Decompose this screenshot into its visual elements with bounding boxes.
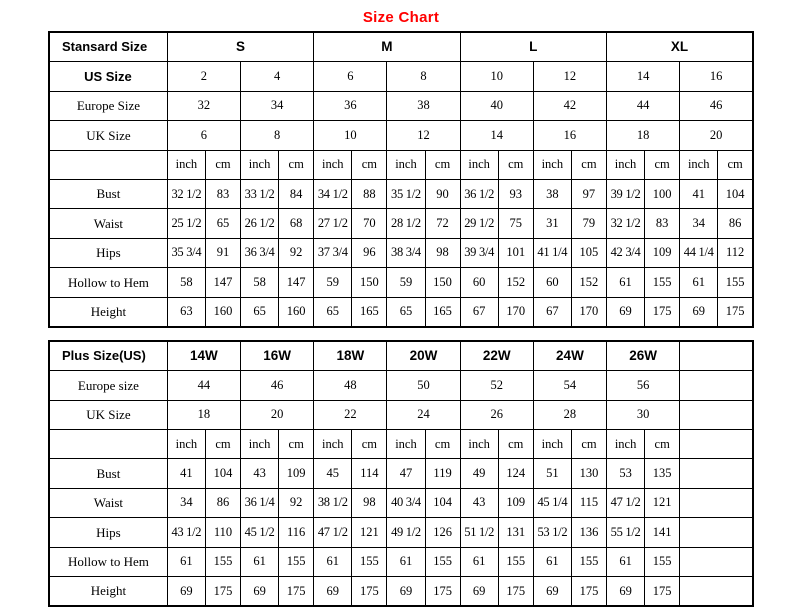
cell: 58 xyxy=(241,268,279,297)
cell: 10 xyxy=(314,121,387,150)
cell: 31 xyxy=(533,209,571,238)
empty-cell xyxy=(680,518,753,547)
cell: 34 xyxy=(241,91,314,120)
group-header-26w: 26W xyxy=(607,341,680,371)
cell: 130 xyxy=(571,459,606,488)
table-row xyxy=(49,179,753,208)
cell: 147 xyxy=(205,268,240,297)
cell: 88 xyxy=(352,179,387,208)
cell: 135 xyxy=(645,459,680,488)
cell: 60 xyxy=(460,268,498,297)
cell: 175 xyxy=(718,297,753,327)
cell: 98 xyxy=(352,488,387,517)
cell: 34 xyxy=(680,209,718,238)
cell: 121 xyxy=(352,518,387,547)
table-row xyxy=(49,209,753,238)
cell: 65 xyxy=(387,297,425,327)
table-row-header xyxy=(49,341,753,371)
group-header-22w: 22W xyxy=(460,341,533,371)
unit-cell: cm xyxy=(645,150,680,179)
cell: 79 xyxy=(571,209,606,238)
unit-cell: inch xyxy=(241,150,279,179)
row-label-europe-size: Europe Size xyxy=(49,91,167,120)
cell: 126 xyxy=(425,518,460,547)
cell: 20 xyxy=(680,121,753,150)
cell: 115 xyxy=(571,488,606,517)
unit-cell: inch xyxy=(533,150,571,179)
cell: 60 xyxy=(533,268,571,297)
cell: 86 xyxy=(205,488,240,517)
cell: 61 xyxy=(167,547,205,576)
cell: 147 xyxy=(279,268,314,297)
unit-cell: inch xyxy=(167,150,205,179)
table-row xyxy=(49,400,753,429)
cell: 35 1/2 xyxy=(387,179,425,208)
cell: 150 xyxy=(425,268,460,297)
cell: 104 xyxy=(425,488,460,517)
cell: 175 xyxy=(279,577,314,607)
cell: 36 1/4 xyxy=(241,488,279,517)
cell: 96 xyxy=(352,238,387,267)
cell: 24 xyxy=(387,400,460,429)
row-label-bust: Bust xyxy=(49,459,167,488)
unit-cell: cm xyxy=(352,430,387,459)
group-header-s: S xyxy=(167,32,313,62)
cell: 175 xyxy=(571,577,606,607)
cell: 38 3/4 xyxy=(387,238,425,267)
table-row-units xyxy=(49,430,753,459)
cell: 34 xyxy=(167,488,205,517)
cell: 92 xyxy=(279,488,314,517)
empty-cell xyxy=(680,459,753,488)
cell: 175 xyxy=(498,577,533,607)
cell: 16 xyxy=(680,62,753,91)
cell: 155 xyxy=(571,547,606,576)
cell: 150 xyxy=(352,268,387,297)
cell: 136 xyxy=(571,518,606,547)
unit-cell: cm xyxy=(498,430,533,459)
cell: 12 xyxy=(533,62,606,91)
cell: 69 xyxy=(460,577,498,607)
empty-cell xyxy=(680,371,753,400)
cell: 104 xyxy=(718,179,753,208)
cell: 69 xyxy=(314,577,352,607)
cell: 14 xyxy=(460,121,533,150)
cell: 41 xyxy=(167,459,205,488)
cell: 93 xyxy=(498,179,533,208)
cell: 14 xyxy=(606,62,679,91)
unit-cell: inch xyxy=(387,150,425,179)
cell: 69 xyxy=(387,577,425,607)
cell: 69 xyxy=(607,577,645,607)
unit-cell: cm xyxy=(571,430,606,459)
cell: 39 3/4 xyxy=(460,238,498,267)
unit-cell: cm xyxy=(571,150,606,179)
cell: 155 xyxy=(718,268,753,297)
cell: 90 xyxy=(425,179,460,208)
cell: 124 xyxy=(498,459,533,488)
cell: 36 xyxy=(314,91,387,120)
cell: 160 xyxy=(279,297,314,327)
cell: 28 xyxy=(533,400,606,429)
row-label-height: Height xyxy=(49,577,167,607)
cell: 155 xyxy=(279,547,314,576)
cell: 92 xyxy=(279,238,314,267)
row-label-hips: Hips xyxy=(49,238,167,267)
cell: 51 xyxy=(533,459,571,488)
unit-cell: inch xyxy=(606,150,644,179)
cell: 65 xyxy=(314,297,352,327)
empty-cell xyxy=(680,341,753,371)
unit-cell: inch xyxy=(241,430,279,459)
table-row xyxy=(49,62,753,91)
cell: 83 xyxy=(205,179,240,208)
plus-table-body xyxy=(49,341,753,607)
standard-table-body xyxy=(49,32,753,327)
cell: 65 xyxy=(241,297,279,327)
unit-cell: inch xyxy=(460,430,498,459)
cell: 61 xyxy=(314,547,352,576)
cell: 32 1/2 xyxy=(606,209,644,238)
cell: 175 xyxy=(645,577,680,607)
cell: 46 xyxy=(241,371,314,400)
cell: 67 xyxy=(533,297,571,327)
table-row xyxy=(49,91,753,120)
table-row xyxy=(49,547,753,576)
cell: 61 xyxy=(680,268,718,297)
cell: 83 xyxy=(645,209,680,238)
table-row xyxy=(49,577,753,607)
cell: 112 xyxy=(718,238,753,267)
cell: 52 xyxy=(460,371,533,400)
cell: 39 1/2 xyxy=(606,179,644,208)
group-header-20w: 20W xyxy=(387,341,460,371)
row-label-waist: Waist xyxy=(49,209,167,238)
unit-cell: cm xyxy=(205,430,240,459)
cell: 27 1/2 xyxy=(314,209,352,238)
cell: 69 xyxy=(606,297,644,327)
cell: 141 xyxy=(645,518,680,547)
cell: 38 xyxy=(387,91,460,120)
cell: 41 xyxy=(680,179,718,208)
group-header-xl: XL xyxy=(606,32,753,62)
cell: 68 xyxy=(279,209,314,238)
cell: 38 1/2 xyxy=(314,488,352,517)
table-row xyxy=(49,459,753,488)
cell: 165 xyxy=(352,297,387,327)
row-label-uk-size: UK Size xyxy=(49,400,167,429)
cell: 84 xyxy=(279,179,314,208)
cell: 155 xyxy=(205,547,240,576)
cell: 54 xyxy=(533,371,606,400)
cell: 69 xyxy=(241,577,279,607)
table-row xyxy=(49,297,753,327)
unit-cell: inch xyxy=(607,430,645,459)
cell: 63 xyxy=(167,297,205,327)
cell: 170 xyxy=(571,297,606,327)
row-label-empty xyxy=(49,150,167,179)
row-label-europe-size: Europe size xyxy=(49,371,167,400)
cell: 16 xyxy=(533,121,606,150)
unit-cell: inch xyxy=(533,430,571,459)
cell: 175 xyxy=(645,297,680,327)
cell: 56 xyxy=(607,371,680,400)
empty-cell xyxy=(680,400,753,429)
group-header-24w: 24W xyxy=(533,341,606,371)
cell: 155 xyxy=(645,268,680,297)
cell: 42 xyxy=(533,91,606,120)
cell: 53 1/2 xyxy=(533,518,571,547)
cell: 12 xyxy=(387,121,460,150)
plus-size-table xyxy=(48,340,754,608)
unit-cell: cm xyxy=(645,430,680,459)
cell: 32 xyxy=(167,91,240,120)
cell: 47 1/2 xyxy=(607,488,645,517)
cell: 61 xyxy=(533,547,571,576)
unit-cell: inch xyxy=(387,430,425,459)
unit-cell: inch xyxy=(460,150,498,179)
cell: 8 xyxy=(241,121,314,150)
cell: 61 xyxy=(387,547,425,576)
row-label-us-size: US Size xyxy=(49,62,167,91)
cell: 22 xyxy=(314,400,387,429)
cell: 6 xyxy=(167,121,240,150)
cell: 59 xyxy=(314,268,352,297)
cell: 26 1/2 xyxy=(241,209,279,238)
cell: 61 xyxy=(241,547,279,576)
unit-cell: inch xyxy=(314,150,352,179)
cell: 18 xyxy=(167,400,240,429)
empty-cell xyxy=(680,488,753,517)
cell: 61 xyxy=(606,268,644,297)
row-label-empty xyxy=(49,430,167,459)
cell: 109 xyxy=(645,238,680,267)
table-row xyxy=(49,238,753,267)
cell: 51 1/2 xyxy=(460,518,498,547)
row-label-uk-size: UK Size xyxy=(49,121,167,150)
cell: 91 xyxy=(205,238,240,267)
table-row xyxy=(49,268,753,297)
unit-cell: cm xyxy=(279,150,314,179)
cell: 152 xyxy=(498,268,533,297)
cell: 40 xyxy=(460,91,533,120)
row-label-hollow-to-hem: Hollow to Hem xyxy=(49,547,167,576)
cell: 20 xyxy=(241,400,314,429)
cell: 67 xyxy=(460,297,498,327)
cell: 44 xyxy=(167,371,240,400)
cell: 61 xyxy=(607,547,645,576)
cell: 160 xyxy=(205,297,240,327)
table-spacer xyxy=(0,328,802,340)
group-header-l: L xyxy=(460,32,606,62)
plus-size-table-wrap xyxy=(0,340,802,608)
unit-cell: cm xyxy=(498,150,533,179)
cell: 70 xyxy=(352,209,387,238)
cell: 34 1/2 xyxy=(314,179,352,208)
cell: 38 xyxy=(533,179,571,208)
cell: 46 xyxy=(680,91,753,120)
cell: 10 xyxy=(460,62,533,91)
group-header-18w: 18W xyxy=(314,341,387,371)
cell: 36 1/2 xyxy=(460,179,498,208)
cell: 175 xyxy=(205,577,240,607)
cell: 45 1/2 xyxy=(241,518,279,547)
cell: 6 xyxy=(314,62,387,91)
cell: 104 xyxy=(205,459,240,488)
cell: 49 1/2 xyxy=(387,518,425,547)
cell: 101 xyxy=(498,238,533,267)
group-header-16w: 16W xyxy=(241,341,314,371)
cell: 109 xyxy=(279,459,314,488)
cell: 170 xyxy=(498,297,533,327)
cell: 44 1/4 xyxy=(680,238,718,267)
cell: 175 xyxy=(352,577,387,607)
cell: 47 1/2 xyxy=(314,518,352,547)
unit-cell: inch xyxy=(167,430,205,459)
row-label-waist: Waist xyxy=(49,488,167,517)
cell: 41 1/4 xyxy=(533,238,571,267)
row-label-height: Height xyxy=(49,297,167,327)
cell: 53 xyxy=(607,459,645,488)
cell: 40 3/4 xyxy=(387,488,425,517)
cell: 32 1/2 xyxy=(167,179,205,208)
cell: 35 3/4 xyxy=(167,238,205,267)
cell: 121 xyxy=(645,488,680,517)
cell: 114 xyxy=(352,459,387,488)
cell: 131 xyxy=(498,518,533,547)
cell: 26 xyxy=(460,400,533,429)
cell: 33 1/2 xyxy=(241,179,279,208)
cell: 50 xyxy=(387,371,460,400)
cell: 30 xyxy=(607,400,680,429)
cell: 98 xyxy=(425,238,460,267)
cell: 4 xyxy=(241,62,314,91)
table-row xyxy=(49,371,753,400)
cell: 29 1/2 xyxy=(460,209,498,238)
unit-cell: cm xyxy=(279,430,314,459)
cell: 45 1/4 xyxy=(533,488,571,517)
cell: 49 xyxy=(460,459,498,488)
table-row xyxy=(49,518,753,547)
cell: 8 xyxy=(387,62,460,91)
cell: 75 xyxy=(498,209,533,238)
empty-cell xyxy=(680,430,753,459)
plus-corner-label: Plus Size(US) xyxy=(49,341,167,371)
cell: 43 1/2 xyxy=(167,518,205,547)
cell: 37 3/4 xyxy=(314,238,352,267)
cell: 28 1/2 xyxy=(387,209,425,238)
table-row-header xyxy=(49,32,753,62)
unit-cell: inch xyxy=(680,150,718,179)
row-label-hips: Hips xyxy=(49,518,167,547)
unit-cell: cm xyxy=(205,150,240,179)
cell: 109 xyxy=(498,488,533,517)
cell: 43 xyxy=(460,488,498,517)
unit-cell: cm xyxy=(352,150,387,179)
table-row xyxy=(49,121,753,150)
cell: 116 xyxy=(279,518,314,547)
table-row xyxy=(49,488,753,517)
cell: 42 3/4 xyxy=(606,238,644,267)
group-header-m: M xyxy=(314,32,460,62)
unit-cell: inch xyxy=(314,430,352,459)
cell: 44 xyxy=(606,91,679,120)
unit-cell: cm xyxy=(718,150,753,179)
group-header-14w: 14W xyxy=(167,341,240,371)
cell: 36 3/4 xyxy=(241,238,279,267)
cell: 18 xyxy=(606,121,679,150)
cell: 86 xyxy=(718,209,753,238)
empty-cell xyxy=(680,547,753,576)
cell: 45 xyxy=(314,459,352,488)
cell: 100 xyxy=(645,179,680,208)
cell: 69 xyxy=(680,297,718,327)
cell: 43 xyxy=(241,459,279,488)
table-row-units xyxy=(49,150,753,179)
cell: 110 xyxy=(205,518,240,547)
unit-cell: cm xyxy=(425,150,460,179)
cell: 2 xyxy=(167,62,240,91)
cell: 25 1/2 xyxy=(167,209,205,238)
cell: 48 xyxy=(314,371,387,400)
cell: 165 xyxy=(425,297,460,327)
cell: 155 xyxy=(352,547,387,576)
standard-corner-label: Stansard Size xyxy=(49,32,167,62)
cell: 61 xyxy=(460,547,498,576)
cell: 69 xyxy=(533,577,571,607)
cell: 155 xyxy=(425,547,460,576)
cell: 155 xyxy=(645,547,680,576)
unit-cell: cm xyxy=(425,430,460,459)
cell: 119 xyxy=(425,459,460,488)
standard-size-table-wrap xyxy=(0,31,802,328)
cell: 59 xyxy=(387,268,425,297)
cell: 47 xyxy=(387,459,425,488)
page-title: Size Chart xyxy=(362,9,440,26)
standard-size-table xyxy=(48,31,754,328)
cell: 152 xyxy=(571,268,606,297)
row-label-bust: Bust xyxy=(49,179,167,208)
cell: 58 xyxy=(167,268,205,297)
cell: 175 xyxy=(425,577,460,607)
cell: 55 1/2 xyxy=(607,518,645,547)
row-label-hollow-to-hem: Hollow to Hem xyxy=(49,268,167,297)
cell: 155 xyxy=(498,547,533,576)
cell: 65 xyxy=(205,209,240,238)
cell: 105 xyxy=(571,238,606,267)
cell: 97 xyxy=(571,179,606,208)
cell: 69 xyxy=(167,577,205,607)
empty-cell xyxy=(680,577,753,607)
cell: 72 xyxy=(425,209,460,238)
